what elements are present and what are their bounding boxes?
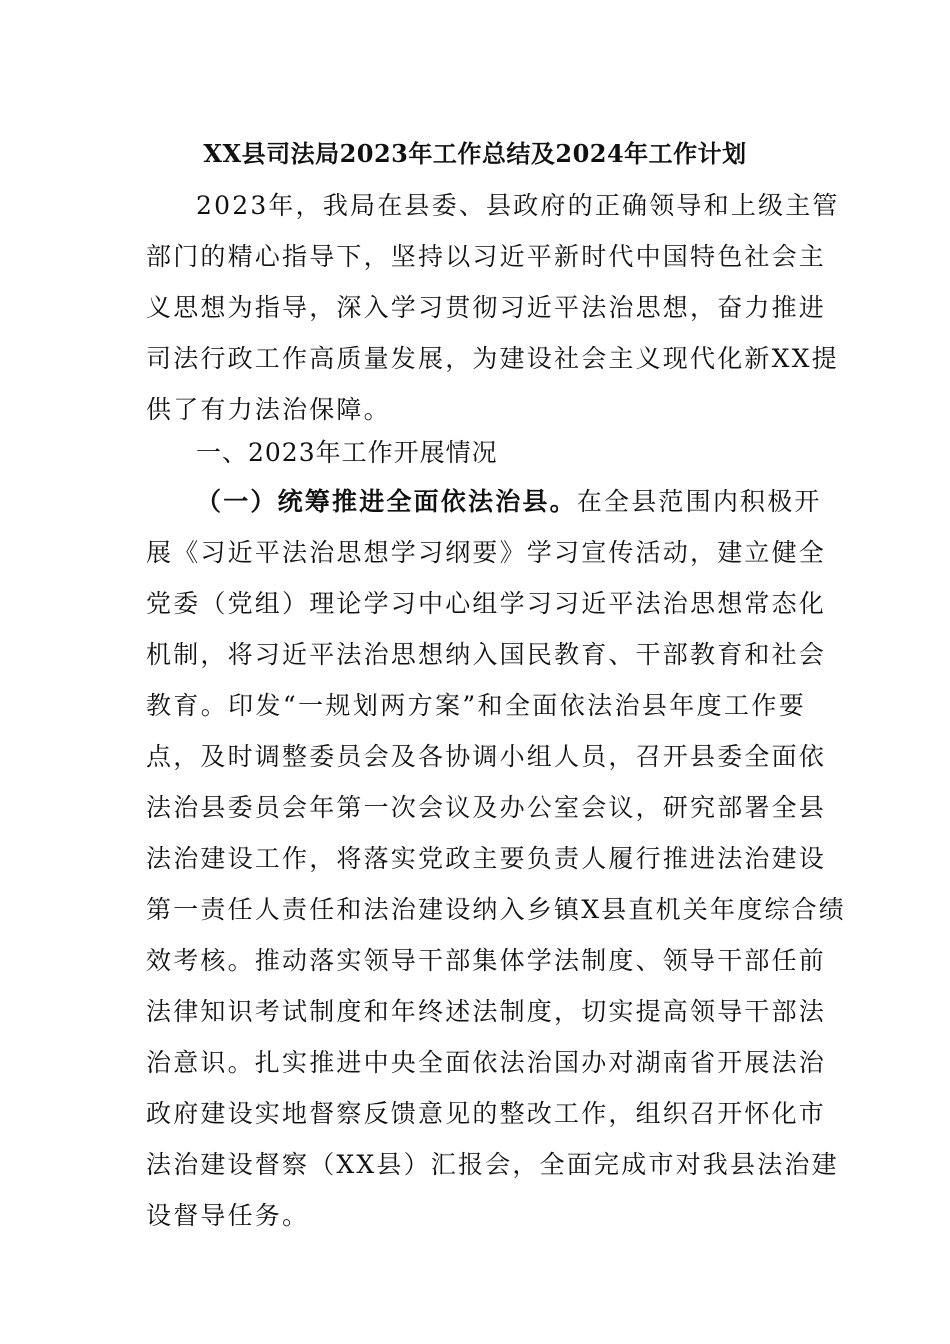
paragraph-line: 教育。印发“一规划两方案”和全面依法治县年度工作要 bbox=[146, 691, 806, 720]
subsection-first-line bbox=[146, 476, 822, 527]
paragraph-line: 治意识。扎实推进中央全面依法治国办对湖南省开展法治 bbox=[146, 1048, 827, 1077]
paragraph-line: 党委（党组）理论学习中心组学习习近平法治思想常态化 bbox=[146, 589, 827, 618]
paragraph-line: 设督导任务。 bbox=[146, 1201, 310, 1230]
paragraph-line: 法治县委员会年第一次会议及办公室会议，研究部署全县 bbox=[146, 793, 827, 822]
paragraph-line: 点，及时调整委员会及各协调小组人员，召开县委全面依 bbox=[146, 742, 827, 771]
intro-line: 司法行政工作高质量发展，为建设社会主义现代化新XX提 bbox=[146, 344, 839, 373]
intro-line: 2023年，我局在县委、县政府的正确领导和上级主管 bbox=[196, 191, 840, 220]
intro-line: 供了有力法治保障。 bbox=[146, 395, 391, 424]
paragraph-line: 第一责任人责任和法治建设纳入乡镇X县直机关年度综合绩 bbox=[146, 895, 847, 924]
paragraph-line: 展《习近平法治思想学习纲要》学习宣传活动，建立健全 bbox=[146, 538, 827, 567]
subsection-paragraph bbox=[146, 476, 847, 1241]
subsection-lead: （一）统筹推进全面依法治县。 bbox=[196, 487, 577, 516]
paragraph-line: 法治建设工作，将落实党政主要负责人履行推进法治建设 bbox=[146, 844, 827, 873]
paragraph-line: 机制，将习近平法治思想纳入国民教育、干部教育和社会 bbox=[146, 640, 827, 669]
document-title: XX县司法局2023年工作总结及2024年工作计划 bbox=[203, 139, 747, 168]
intro-line: 义思想为指导，深入学习贯彻习近平法治思想，奋力推进 bbox=[146, 293, 827, 322]
paragraph-line: 政府建设实地督察反馈意见的整改工作，组织召开怀化市 bbox=[146, 1099, 827, 1128]
section-heading: 一、2023年工作开展情况 bbox=[196, 438, 498, 467]
paragraph-line: 法律知识考试制度和年终述法制度，切实提高领导干部法 bbox=[146, 997, 827, 1026]
intro-line: 部门的精心指导下，坚持以习近平新时代中国特色社会主 bbox=[146, 242, 827, 271]
subsection-first-line-rest: 在全县范围内积极开 bbox=[576, 487, 822, 516]
paragraph-line: 法治建设督察（XX县）汇报会，全面完成市对我县法治建 bbox=[146, 1150, 839, 1179]
paragraph-line: 效考核。推动落实领导干部集体学法制度、领导干部任前 bbox=[146, 946, 827, 975]
intro-paragraph bbox=[146, 180, 840, 435]
